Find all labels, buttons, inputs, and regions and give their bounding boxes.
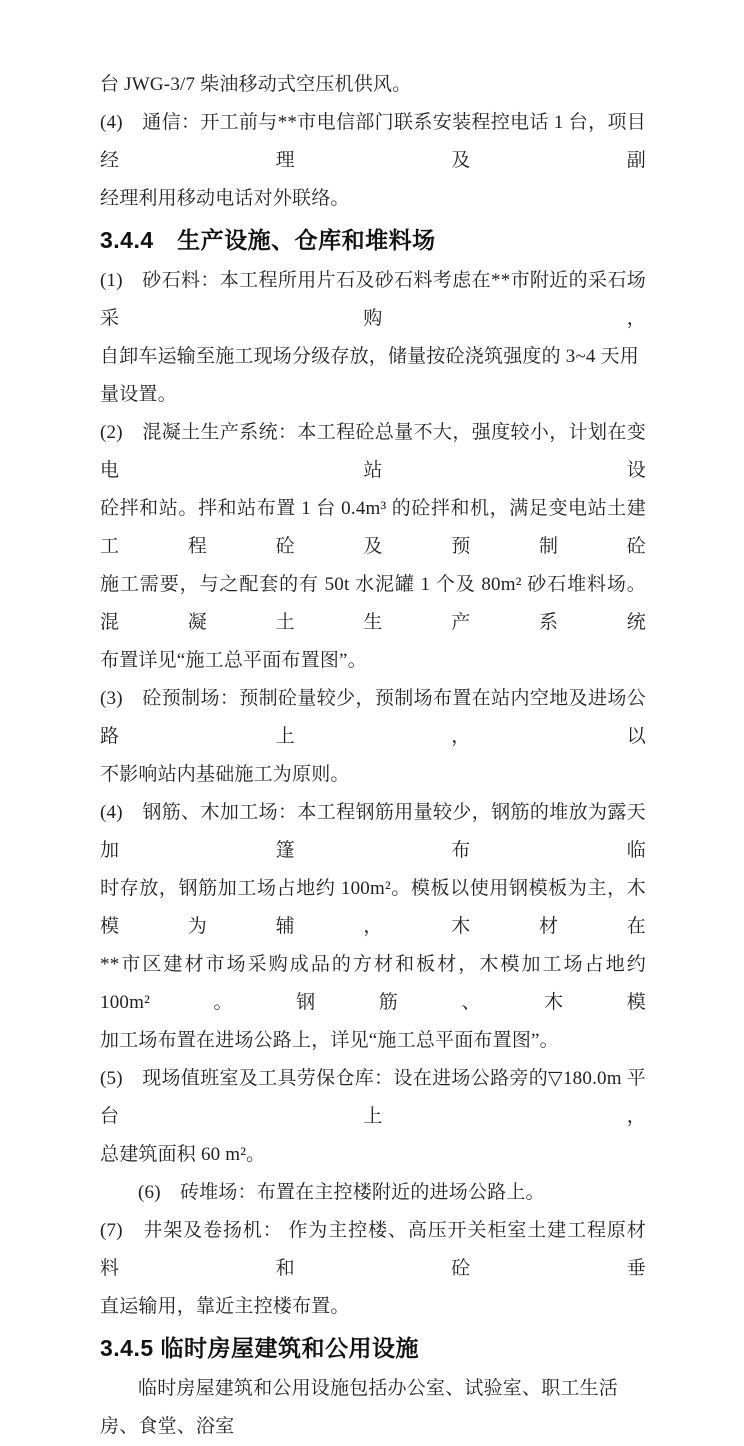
document-content xyxy=(100,66,646,1446)
text-line: 总建筑面积 60 m²。 xyxy=(100,1144,266,1165)
text-line: (5) 现场值班室及工具劳保仓库：设在进场公路旁的▽180.0m 平台上， xyxy=(100,1068,646,1127)
text-line: (1) 砂石料：本工程所用片石及砂石料考虑在**市附近的采石场采购， xyxy=(100,270,646,329)
text-line: 砼拌和站。拌和站布置 1 台 0.4m³ 的砼拌和机，满足变电站土建工程砼及预制砼 xyxy=(100,498,646,557)
heading-3-4-4: 3.4.4 生产设施、仓库和堆料场 xyxy=(100,227,436,253)
text-line: (3) 砼预制场：预制砼量较少，预制场布置在站内空地及进场公路上，以 xyxy=(100,688,646,747)
text-line: (4) 钢筋、木加工场：本工程钢筋用量较少，钢筋的堆放为露天加篷布临 xyxy=(100,802,646,861)
heading-3-4-5: 3.4.5 临时房屋建筑和公用设施 xyxy=(100,1335,420,1361)
text-line: 自卸车运输至施工现场分级存放，储量按砼浇筑强度的 3~4 天用量设置。 xyxy=(100,346,639,405)
text-line: 直运输用，靠近主控楼布置。 xyxy=(100,1296,350,1317)
text-line: 台 JWG-3/7 柴油移动式空压机供风。 xyxy=(100,74,412,95)
text-line: 经理利用移动电话对外联络。 xyxy=(100,188,350,209)
text-line: 不影响站内基础施工为原则。 xyxy=(100,764,350,785)
text-line: **市区建材市场采购成品的方材和板材，木模加工场占地约 100m²。钢筋、木模 xyxy=(100,954,646,1013)
text-line: (7) 井架及卷扬机： 作为主控楼、高压开关柜室土建工程原材料和砼垂 xyxy=(100,1220,646,1279)
text-line: (6) 砖堆场：布置在主控楼附近的进场公路上。 xyxy=(138,1182,545,1203)
text-line: 加工场布置在进场公路上，详见“施工总平面布置图”。 xyxy=(100,1030,559,1051)
text-line: (4) 通信：开工前与**市电信部门联系安装程控电话 1 台，项目经理及副 xyxy=(100,112,646,171)
text-line: 布置详见“施工总平面布置图”。 xyxy=(100,650,367,671)
text-line: 临时房屋建筑和公用设施包括办公室、试验室、职工生活房、食堂、浴室 xyxy=(100,1378,619,1437)
text-line: 时存放，钢筋加工场占地约 100m²。模板以使用钢模板为主，木模为辅，木材在 xyxy=(100,878,646,937)
text-line: (2) 混凝土生产系统：本工程砼总量不大，强度较小，计划在变电站设 xyxy=(100,422,646,481)
text-line: 施工需要，与之配套的有 50t 水泥罐 1 个及 80m² 砂石堆料场。混凝土生产系统 xyxy=(100,574,646,633)
